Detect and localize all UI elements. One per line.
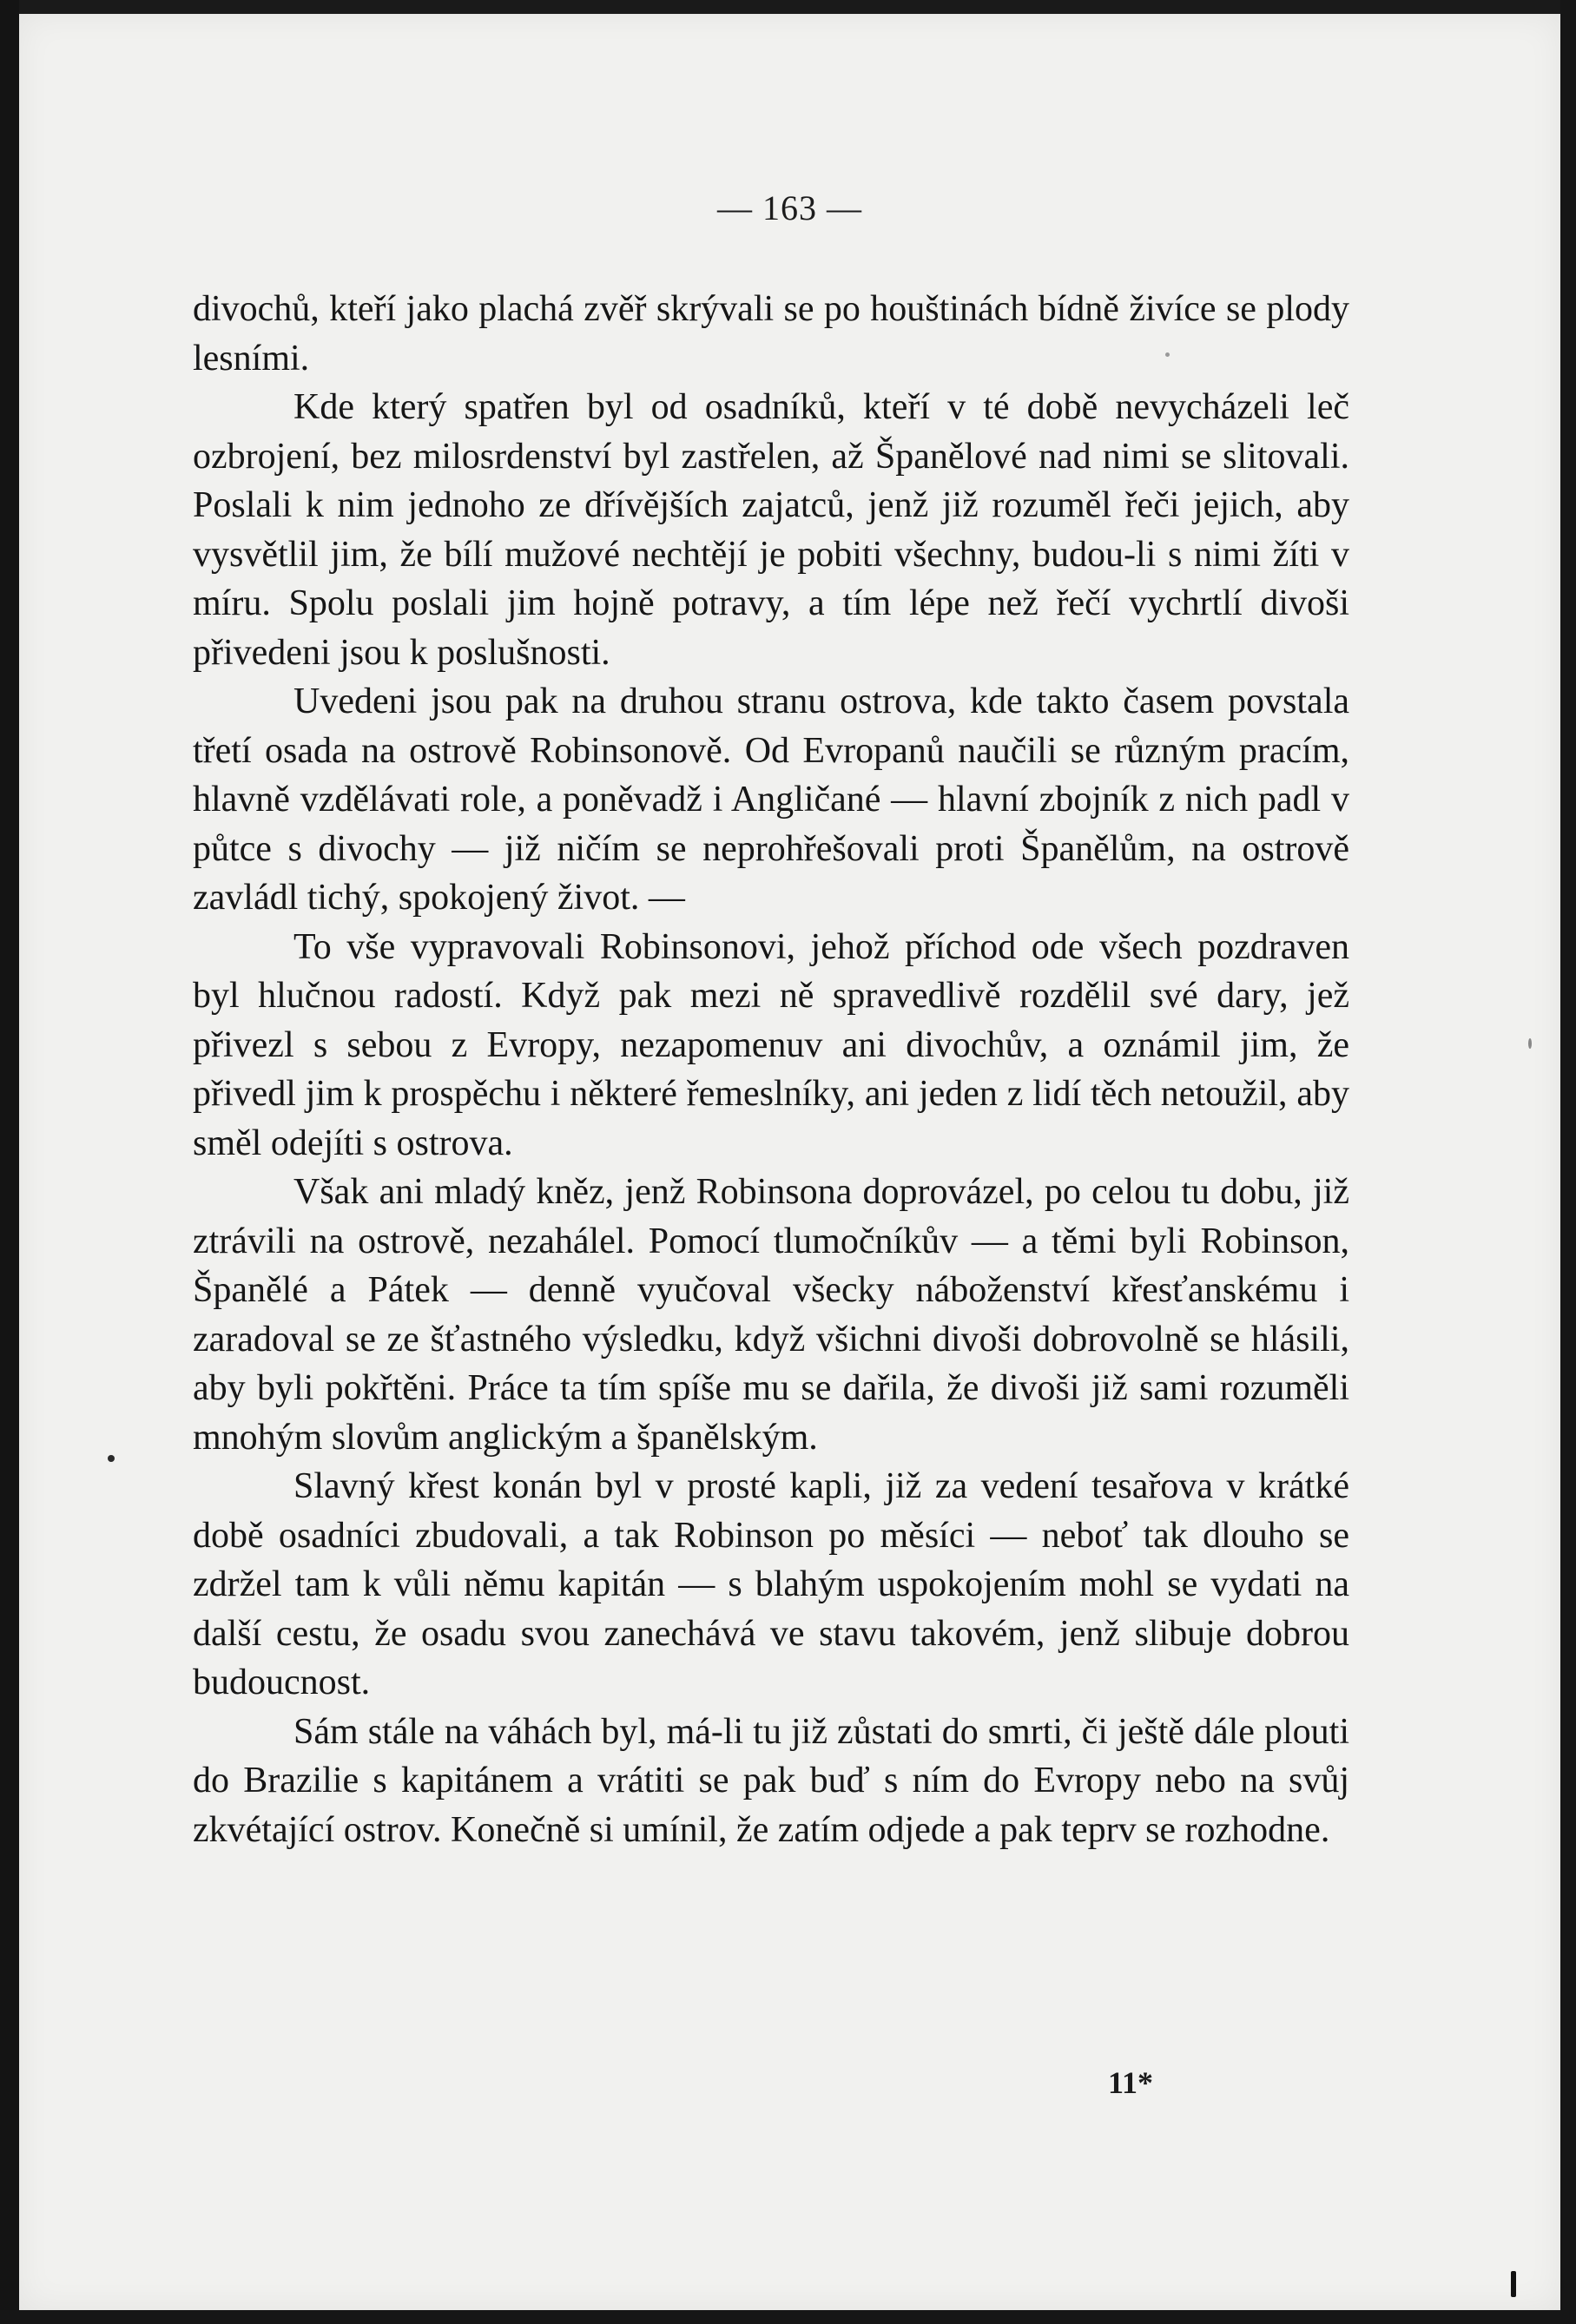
scan-border-left — [0, 0, 19, 2324]
scan-speck — [108, 1455, 115, 1462]
paragraph: Kde který spatřen byl od osadníků, kteří v té době nevycházeli leč ozbrojení, bez milosrdenství byl zastřelen, až Španělové nad nimi se slitovali. Poslali k nim jednoho ze dřívějších zajatců, jenž již rozuměl řeči jejich, aby vysvětlil jim, že bílí mužové nechtějí je pobiti všechny, budou-li s nimi žíti v míru. Spolu poslali jim hojně potravy, a tím lépe než řečí vychrtlí divoši přivedeni jsou k poslušnosti. — [193, 387, 1349, 673]
paragraph: divochů, kteří jako plachá zvěř skrývali se po houštinách bídně živíce se plody lesními. — [193, 289, 1349, 379]
paragraph: Slavný křest konán byl v prosté kapli, již za vedení tesařova v krátké době osadníci zbudovali, a tak Robinson po měsíci — neboť tak dlouho se zdržel tam k vůli němu kapitán — s blahým uspokojením mohl se vydati na další cestu, že osadu svou zanechává ve stavu takovém, jenž slibuje dobrou budoucnost. — [193, 1466, 1349, 1702]
book-page — [19, 14, 1560, 2310]
scan-speck — [1165, 352, 1170, 357]
page-number: — 163 — — [717, 188, 862, 227]
paragraph: To vše vypravovali Robinsonovi, jehož příchod ode všech pozdraven byl hlučnou radostí. Když pak mezi ně spravedlivě rozdělil své dary, jež přivezl s sebou z Evropy, nezapomenuv ani divochův, a oznámil jim, že přivedl jim k prospěchu i některé řemeslníky, ani jeden z lidí těch netoužil, aby směl odejíti s ostrova. — [193, 926, 1349, 1163]
scan-border-bottom — [0, 2310, 1576, 2324]
paragraph: Však ani mladý kněz, jenž Robinsona doprovázel, po celou tu dobu, již ztrávili na ostrově, nezahálel. Pomocí tlumočníkův — a těmi byli Robinson, Španělé a Pátek — denně vyučoval všecky náboženství křesťanskému i zaradoval se ze šťastného výsledku, když všichni divoši dobrovolně se hlásili, aby byli pokřtěni. Práce ta tím spíše mu se dařila, že divoši již sami rozuměli mnohým slovům anglickým a španělským. — [193, 1172, 1349, 1458]
scan-speck — [1511, 2271, 1516, 2297]
scan-border-top — [0, 0, 1576, 14]
body-text — [193, 285, 1349, 1854]
scan-border-right — [1560, 0, 1576, 2324]
paragraph: Uvedeni jsou pak na druhou stranu ostrova, kde takto časem povstala třetí osada na ostrově Robinsonově. Od Evropanů naučili se různým pracím, hlavně vzdělávati role, a poněvadž i Angličané — hlavní zbojník z nich padl v půtce s divochy — již ničím se neprohřešovali proti Španělům, na ostrově zavládl tichý, spokojený život. — — [193, 681, 1349, 918]
scan-speck — [1528, 1038, 1532, 1049]
paragraph: Sám stále na váhách byl, má-li tu již zůstati do smrti, či ještě dále plouti do Brazilie s kapitánem a vrátiti se pak buď s ním do Evropy nebo na svůj zkvétající ostrov. Konečně si umínil, že zatím odjede a pak teprv se rozhodne. — [193, 1711, 1349, 1850]
printer-signature: 11* — [1108, 2065, 1154, 2100]
